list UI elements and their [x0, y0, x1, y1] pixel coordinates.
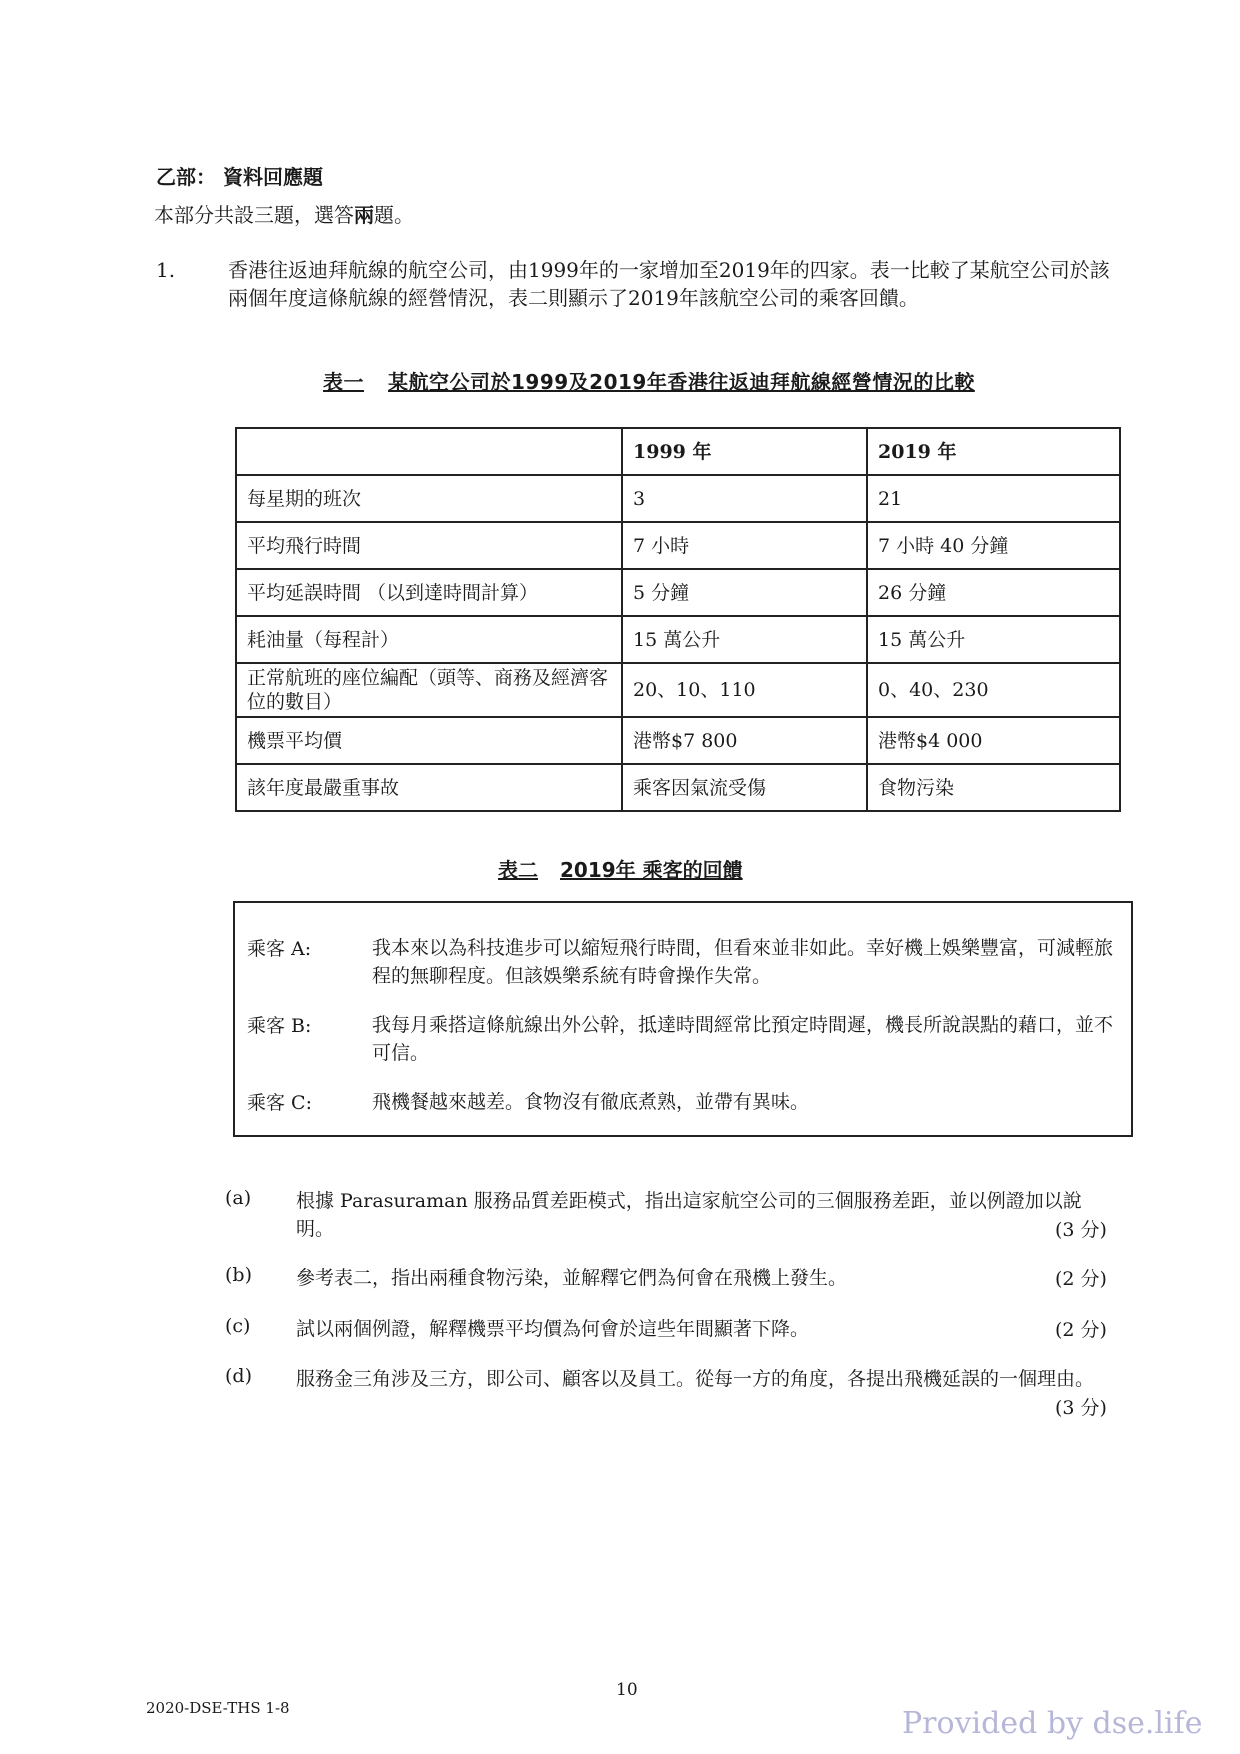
- table-cell: 正常航班的座位編配（頭等、商務及經濟客位的數目）: [236, 663, 622, 717]
- table-cell: 食物污染: [867, 764, 1120, 811]
- feedback-text: 我每月乘搭這條航線出外公幹，抵達時間經常比預定時間遲，機長所說誤點的藉口，並不可信。: [372, 1014, 1114, 1064]
- table1-header-row: [236, 428, 1120, 475]
- instruction-bold: 兩: [354, 203, 374, 227]
- feedback-passenger: 乘客 A:: [247, 938, 312, 960]
- table1-header-cell: 1999 年: [622, 428, 867, 475]
- table-cell: 乘客因氣流受傷: [622, 764, 867, 811]
- page-number: 10: [616, 1680, 638, 1700]
- table-row: [236, 475, 1120, 522]
- question-intro: 香港往返迪拜航線的航空公司，由1999年的一家增加至2019年的四家。表一比較了某航空公司於該兩個年度這條航線的經營情況，表二則顯示了2019年該航空公司的乘客回饋。: [228, 258, 1110, 310]
- part-text: 參考表二，指出兩種食物污染，並解釋它們為何會在飛機上發生。: [296, 1267, 848, 1289]
- table1-caption: 某航空公司於1999及2019年香港往返迪拜航線經營情況的比較: [388, 370, 975, 394]
- table-row: [236, 569, 1120, 616]
- part-text: 試以兩個例證，解釋機票平均價為何會於這些年間顯著下降。: [296, 1318, 810, 1340]
- table-cell: 5 分鐘: [622, 569, 867, 616]
- table-cell: 平均飛行時間: [236, 522, 622, 569]
- table-row: [236, 663, 1120, 717]
- table-cell: 21: [867, 475, 1120, 522]
- table2-title: [498, 854, 743, 883]
- table-cell: 耗油量（每程計）: [236, 616, 622, 663]
- part-marks: (3 分): [1055, 1219, 1107, 1241]
- paper-code: 2020-DSE-THS 1-8: [146, 1699, 290, 1717]
- table2-label: 表二: [498, 858, 538, 882]
- part-text: 根據 Parasuraman 服務品質差距模式，指出這家航空公司的三個服務差距，並以例證加以說明。: [296, 1190, 1082, 1240]
- table-row: [236, 616, 1120, 663]
- table-cell: 15 萬公升: [622, 616, 867, 663]
- table-cell: 15 萬公升: [867, 616, 1120, 663]
- feedback-passenger: 乘客 C:: [247, 1092, 312, 1114]
- table-row: [236, 522, 1120, 569]
- part-label: (a): [225, 1187, 252, 1209]
- feedback-passenger: 乘客 B:: [247, 1015, 312, 1037]
- part-text: 服務金三角涉及三方，即公司、顧客以及員工。從每一方的角度，各提出飛機延誤的一個理由。: [296, 1368, 1095, 1390]
- table-cell: 0、40、230: [867, 663, 1120, 717]
- instruction-post: 題。: [374, 203, 414, 227]
- table2-caption: 2019年 乘客的回饋: [560, 858, 743, 882]
- table1-header-cell: 2019 年: [867, 428, 1120, 475]
- table-cell: 3: [622, 475, 867, 522]
- table1-header-cell: [236, 428, 622, 475]
- instruction-pre: 本部分共設三題，選答: [154, 203, 354, 227]
- part-marks: (2 分): [1055, 1268, 1107, 1290]
- feedback-text: 我本來以為科技進步可以縮短飛行時間，但看來並非如此。幸好機上娛樂豐富，可減輕旅程的無聊程度。但該娛樂系統有時會操作失常。: [372, 937, 1114, 987]
- part-marks: (3 分): [1055, 1397, 1107, 1419]
- section-title: 乙部： 資料回應題: [156, 165, 323, 189]
- table-cell: 7 小時: [622, 522, 867, 569]
- table-row: [236, 717, 1120, 764]
- table-cell: 平均延誤時間 （以到達時間計算）: [236, 569, 622, 616]
- provided-by-watermark: Provided by dse.life: [902, 1706, 1203, 1741]
- table-cell: 20、10、110: [622, 663, 867, 717]
- table-cell: 該年度最嚴重事故: [236, 764, 622, 811]
- table-cell: 港幣$7 800: [622, 717, 867, 764]
- part-label: (d): [225, 1365, 252, 1387]
- part-marks: (2 分): [1055, 1319, 1107, 1341]
- section-instruction: [154, 199, 414, 228]
- table-cell: 每星期的班次: [236, 475, 622, 522]
- table1-label: 表一: [323, 370, 364, 394]
- feedback-text: 飛機餐越來越差。食物沒有徹底煮熟，並帶有異味。: [372, 1091, 810, 1113]
- part-label: (b): [225, 1264, 252, 1286]
- table-cell: 7 小時 40 分鐘: [867, 522, 1120, 569]
- table-row: [236, 764, 1120, 811]
- table-cell: 港幣$4 000: [867, 717, 1120, 764]
- table1: [235, 427, 1121, 812]
- feedback-box: [233, 901, 1133, 1137]
- table1-title: [323, 366, 975, 395]
- question-number: 1.: [156, 258, 176, 282]
- part-label: (c): [225, 1315, 251, 1337]
- table-cell: 機票平均價: [236, 717, 622, 764]
- table-cell: 26 分鐘: [867, 569, 1120, 616]
